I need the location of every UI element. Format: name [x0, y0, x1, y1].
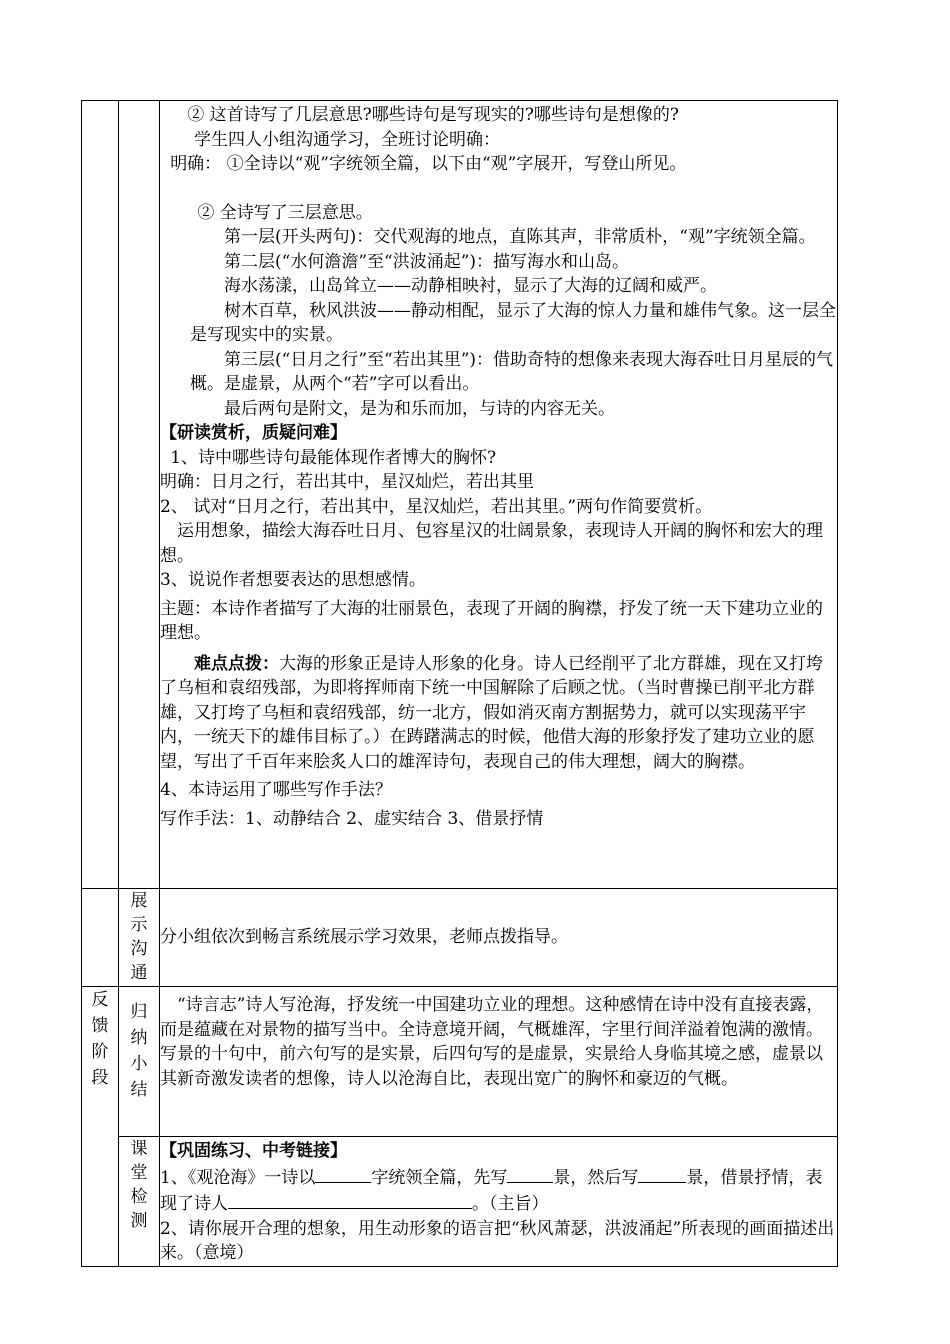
difficulty-text: 大海的形象正是诗人形象的化身。诗人已经削平了北方群雄，现在又打垮了乌桓和袁绍残部，为即将挥师南下统一中国解除了后顾之忧。（当时曹操已削平北方群雄，又打垮了乌桓和袁绍残部，纺一北方，假如消灭南方割据势力，就可以实现荡平宇内，一统天下的雄伟目标了。）在踌躇满志的时候，他借大海的形象抒发了建功立业的愿望，写出了千百年来脍炙人口的雄浑诗句，表现自己的伟大理想，阔大的胸襟。 — [160, 653, 823, 772]
text-line: 学生四人小组沟通学习，全班讨论明确： — [194, 129, 500, 150]
summary-content — [160, 987, 838, 1137]
answer-blank[interactable] — [315, 1164, 371, 1183]
quiz-question-2: 2、请你展开合理的想象，用生动形象的语言把“秋风萧瑟，洪波涌起”所表现的画面描述出来。（意境） — [160, 1218, 835, 1263]
question-text: 。（主旨） — [472, 1194, 549, 1214]
text-line: 3、说说作者想要表达的思想感情。 — [160, 570, 426, 590]
label-presentation — [119, 889, 160, 987]
text-line: 第二层(“水何澹澹”至“洪波涌起”)：描写海水和山岛。 — [224, 251, 630, 272]
question-text: 字统领全篇，先写 — [371, 1167, 508, 1188]
question-text: 1、《观沧海》一诗以 — [160, 1167, 316, 1188]
text-line: 树木百草，秋风洪波——静动相配，显示了大海的惊人力量和雄伟气象。这一层全是写现实中的实景。 — [190, 300, 836, 345]
label-char: 纳 — [130, 1028, 148, 1048]
stage-char: 段 — [91, 1068, 109, 1088]
text-line: 明确： ①全诗以“观”字统领全篇，以下由“观”字展开，写登山所见。 — [170, 154, 687, 174]
text-line: 写作手法：1、动静结合 2、虚实结合 3、借景抒情 — [160, 808, 544, 829]
lesson-table — [81, 100, 838, 1267]
stage-feedback — [82, 987, 119, 1267]
stage-char: 反 — [91, 990, 109, 1010]
text-line: 1、诗中哪些诗句最能体现作者博大的胸怀? — [170, 447, 497, 468]
quiz-question-1 — [160, 1164, 837, 1217]
label-char: 沟 — [130, 939, 148, 959]
answer-blank[interactable] — [638, 1164, 686, 1183]
text-line: 最后两句是附文，是为和乐而加，与诗的内容无关。 — [224, 398, 615, 419]
text-line: 海水荡漾，山岛耸立——动静相映衬，显示了大海的辽阔和威严。 — [224, 276, 717, 296]
row-quiz — [82, 1137, 838, 1267]
label-char: 课 — [130, 1139, 148, 1159]
answer-blank[interactable] — [507, 1164, 553, 1183]
text-line: 分小组依次到畅言系统展示学习效果，老师点拨指导。 — [160, 927, 568, 948]
section-heading: 【巩固练习、中考链接】 — [160, 1141, 347, 1161]
text-line: 2、 试对“日月之行，若出其中，星汉灿烂，若出其里。”两句作简要赏析。 — [160, 496, 713, 517]
label-char: 通 — [130, 963, 148, 983]
stage-char: 馈 — [91, 1016, 109, 1036]
text-line: 第三层(“日月之行”至“若出其里”)：借助奇特的想像来表现大海吞吐日月星辰的气概。是虚景，从两个“若”字可以看出。 — [190, 349, 834, 394]
label-summary — [119, 987, 160, 1137]
row-summary — [82, 987, 838, 1137]
text-line: 明确：日月之行，若出其中，星汉灿烂，若出其里 — [160, 472, 534, 492]
text-line: 4、本诗运用了哪些写作手法？ — [160, 780, 392, 800]
section-heading: 【研读赏析，质疑问难】 — [160, 423, 347, 443]
label-char: 小 — [130, 1054, 148, 1074]
question-text: 景，然后写 — [553, 1167, 639, 1188]
label-char: 展 — [130, 891, 148, 911]
label-char: 归 — [130, 1002, 148, 1022]
text-line: ② 全诗写了三层意思。 — [197, 202, 373, 223]
label-cell-empty — [119, 101, 160, 889]
text-line: “诗言志”诗人写沧海，抒发统一中国建功立业的理想。这种感情在诗中没有直接表露，而是蕴藏在对景物的描写当中。全诗意境开阔，气概雄浑，字里行间洋溢着饱满的激情。写景的十句中，前六句写的是实景，后四句写的是虚景，实景给人身临其境之感，虚景以其新奇激发读者的想像，诗人以沧海自比，表现出宽广的胸怀和豪迈的气概。 — [160, 995, 824, 1089]
row-discussion — [82, 101, 838, 889]
question-text: 景，借景抒情，表现了诗人 — [160, 1167, 823, 1214]
label-char: 示 — [130, 915, 148, 935]
stage-char: 阶 — [91, 1042, 109, 1062]
discussion-content — [160, 101, 838, 889]
presentation-content — [160, 889, 838, 987]
label-char: 堂 — [130, 1163, 148, 1183]
stage-cell-empty — [82, 101, 119, 889]
quiz-content — [160, 1137, 838, 1267]
label-char: 检 — [130, 1187, 148, 1207]
text-line: ② 这首诗写了几层意思?哪些诗句是写现实的?哪些诗句是想像的? — [187, 105, 679, 125]
text-line: 第一层(开头两句)：交代观海的地点，直陈其声，非常质朴，“观”字统领全篇。 — [224, 227, 816, 247]
text-line: 主题：本诗作者描写了大海的壮丽景色，表现了开阔的胸襟，抒发了统一天下建功立业的理想。 — [160, 598, 823, 643]
row-presentation — [82, 889, 838, 987]
text-line: 运用想象，描绘大海吞吐日月、包容星汉的壮阔景象，表现诗人开阔的胸怀和宏大的理想。 — [160, 521, 823, 566]
answer-blank[interactable] — [228, 1190, 472, 1209]
label-quiz — [119, 1137, 160, 1267]
difficulty-paragraph — [160, 652, 837, 775]
difficulty-label: 难点点拨： — [194, 653, 279, 674]
label-char: 测 — [130, 1211, 148, 1231]
stage-cell-empty — [82, 889, 119, 987]
label-char: 结 — [130, 1080, 148, 1100]
